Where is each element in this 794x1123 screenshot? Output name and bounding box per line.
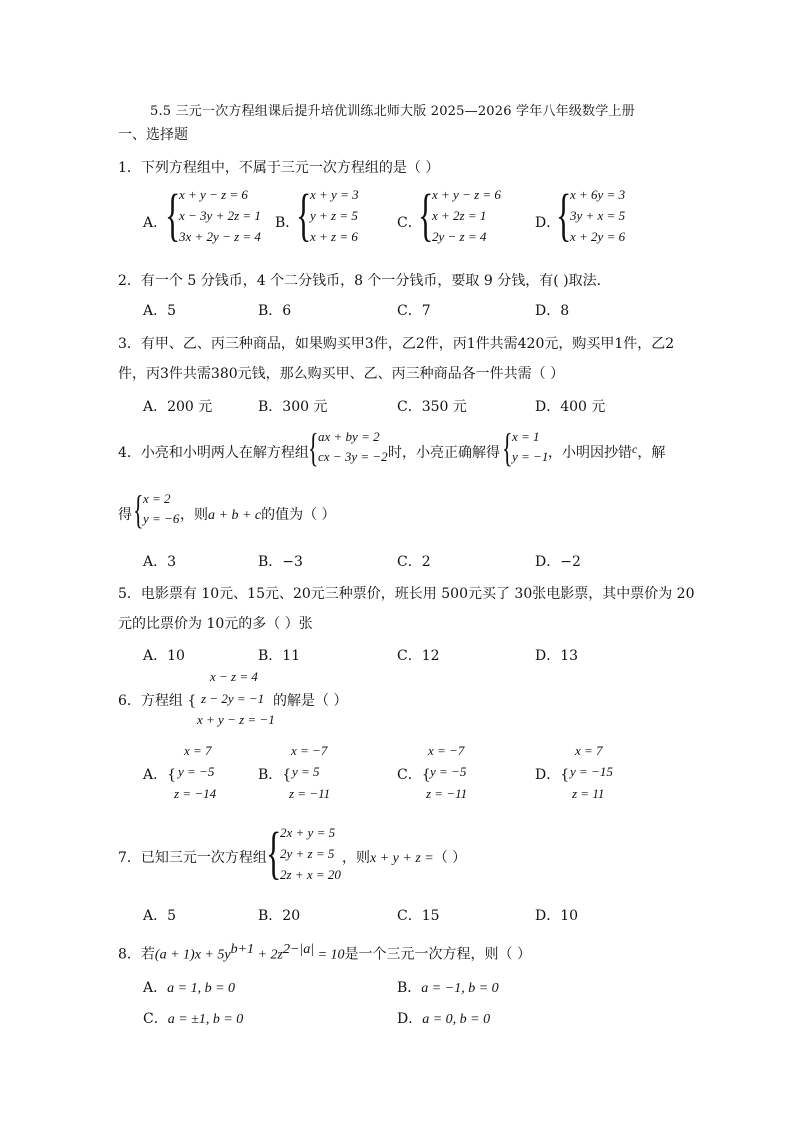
question-2-stem: 2．有一个 5 分钱币，4 个二分钱币，8 个一分钱币，要取 9 分钱，有( )取法． bbox=[118, 273, 611, 289]
q1-option-a-label[interactable]: A． bbox=[143, 215, 168, 231]
equation: 3y + x = 5 bbox=[570, 208, 626, 223]
question-6-stem: 6．方程组 { bbox=[118, 693, 197, 709]
q6-b-y: y = 5 bbox=[292, 764, 320, 779]
q3-option-d[interactable]: D．400 元 bbox=[535, 399, 606, 415]
q1-option-c-system bbox=[418, 182, 501, 247]
q6-option-d-label[interactable]: D．{ bbox=[535, 767, 570, 783]
q6-a-x: x = 7 bbox=[184, 743, 212, 758]
q6-b-z: z = −11 bbox=[289, 786, 331, 801]
question-3-line1: 3．有甲、乙、丙三种商品，如果购买甲3件，乙2件，丙1件共需420元，购买甲1件，乙2 bbox=[118, 336, 675, 352]
equation: x + y = 3 bbox=[310, 187, 359, 202]
q6-option-c-label[interactable]: C．{ bbox=[397, 767, 431, 783]
q3-option-a[interactable]: A．200 元 bbox=[143, 399, 213, 415]
q2-option-a[interactable]: A．5 bbox=[143, 303, 177, 319]
q8-option-b[interactable]: B．a = −1, b = 0 bbox=[397, 980, 499, 996]
brace-icon: { bbox=[502, 425, 513, 470]
q6-c-z: z = −11 bbox=[426, 786, 468, 801]
brace-icon: { bbox=[308, 425, 319, 470]
equation: 2y + z = 5 bbox=[280, 846, 335, 861]
q7-option-d[interactable]: D．10 bbox=[535, 908, 579, 924]
equation: y = −1 bbox=[512, 449, 549, 464]
brace-icon: { bbox=[165, 182, 181, 247]
question-1-stem: 1．下列方程组中，不属于三元一次方程组的是（ ） bbox=[118, 160, 440, 176]
q5-option-d[interactable]: D．13 bbox=[535, 648, 579, 664]
q4-option-d[interactable]: D．−2 bbox=[535, 554, 581, 570]
q5-option-b[interactable]: B．11 bbox=[258, 648, 301, 664]
q1-option-d-system bbox=[556, 182, 626, 247]
equation: y = −6 bbox=[143, 511, 180, 526]
q8-option-c[interactable]: C．a = ±1, b = 0 bbox=[143, 1011, 244, 1027]
q6-d-z: z = 11 bbox=[572, 786, 605, 801]
page-title: 5.5 三元一次方程组课后提升培优训练北师大版 2025—2026 学年八年级数学上册 bbox=[150, 104, 635, 119]
q4-option-c[interactable]: C．2 bbox=[397, 554, 431, 570]
q6-option-a-label[interactable]: A．{ bbox=[143, 767, 177, 783]
q6-eq-bottom: x + y − z = −1 bbox=[197, 712, 275, 727]
question-4-pre: 4．小亮和小明两人在解方程组 bbox=[118, 445, 309, 461]
q1-option-c-label[interactable]: C． bbox=[397, 215, 422, 231]
equation: ax + by = 2 bbox=[318, 429, 380, 444]
question-4-tail: ，则a + b + c的值为（ ） bbox=[180, 507, 336, 523]
brace-icon: { bbox=[133, 487, 144, 532]
q3-option-c[interactable]: C．350 元 bbox=[397, 399, 467, 415]
equation: 2z + x = 20 bbox=[280, 867, 341, 882]
equation: 2x + y = 5 bbox=[280, 825, 336, 840]
q4-option-a[interactable]: A．3 bbox=[143, 554, 177, 570]
q7-option-b[interactable]: B．20 bbox=[258, 908, 301, 924]
q1-option-a-system bbox=[165, 182, 261, 247]
question-4-pre2: 得 bbox=[118, 507, 132, 523]
q4-system-1 bbox=[308, 425, 388, 470]
q2-option-d[interactable]: D．8 bbox=[535, 303, 570, 319]
q6-eq-top: x − z = 4 bbox=[210, 669, 258, 684]
q8-option-d[interactable]: D．a = 0, b = 0 bbox=[397, 1011, 491, 1027]
q6-c-y: y = −5 bbox=[430, 764, 467, 779]
question-4-mid: 时，小亮正确解得 bbox=[388, 445, 500, 461]
equation: x + z = 6 bbox=[310, 229, 358, 244]
q1-option-b-system bbox=[296, 182, 359, 247]
section-heading: 一、选择题 bbox=[118, 127, 188, 143]
equation: x = 2 bbox=[143, 491, 171, 506]
brace-icon: { bbox=[556, 182, 572, 247]
question-7-pre: 7．已知三元一次方程组 bbox=[118, 850, 267, 866]
q6-option-b-label[interactable]: B．{ bbox=[258, 767, 292, 783]
equation: x + 2z = 1 bbox=[432, 208, 487, 223]
q4-system-3 bbox=[133, 487, 180, 532]
q6-d-x: x = 7 bbox=[575, 743, 603, 758]
q6-d-y: y = −15 bbox=[570, 764, 613, 779]
q6-c-x: x = −7 bbox=[428, 743, 465, 758]
question-6-stem2: 的解是（ ） bbox=[273, 693, 348, 709]
equation: x + y − z = 6 bbox=[179, 187, 248, 202]
question-5-line2: 元的比票价为 10元的多（ ）张 bbox=[118, 616, 313, 632]
q1-option-d-label[interactable]: D． bbox=[535, 215, 561, 231]
equation: x + 2y = 6 bbox=[570, 229, 626, 244]
q5-option-c[interactable]: C．12 bbox=[397, 648, 440, 664]
equation: y + z = 5 bbox=[310, 208, 358, 223]
q5-option-a[interactable]: A．10 bbox=[143, 648, 185, 664]
q1-option-b-label[interactable]: B． bbox=[275, 215, 300, 231]
equation: x + 6y = 3 bbox=[570, 187, 626, 202]
question-5-line1: 5．电影票有 10元、15元、20元三种票价，班长用 500元买了 30张电影票，其中票价为 20 bbox=[118, 586, 695, 602]
question-7-post: ，则x + y + z =（ ） bbox=[342, 850, 467, 866]
q6-a-y: y = −5 bbox=[178, 764, 215, 779]
q7-option-a[interactable]: A．5 bbox=[143, 908, 177, 924]
q6-eq-mid: z − 2y = −1 bbox=[201, 691, 265, 706]
q4-option-b[interactable]: B．−3 bbox=[258, 554, 303, 570]
question-4-post: ，小明因抄错c，解 bbox=[548, 442, 666, 461]
q3-option-b[interactable]: B．300 元 bbox=[258, 399, 328, 415]
question-8-stem: 8．若$(a + 1)x + 5y^{b+1} + 2z^{2-|a|} = 10$是一个三元一次方程，则（ ） bbox=[118, 942, 531, 963]
equation: x + y − z = 6 bbox=[432, 187, 501, 202]
q6-a-z: z = −14 bbox=[174, 786, 217, 801]
brace-icon: { bbox=[296, 182, 312, 247]
equation: x = 1 bbox=[512, 429, 540, 444]
q7-system bbox=[266, 820, 341, 885]
brace-icon: { bbox=[266, 820, 282, 885]
q6-b-x: x = −7 bbox=[291, 743, 328, 758]
q4-system-2 bbox=[502, 425, 549, 470]
equation: 3x + 2y − z = 4 bbox=[179, 229, 261, 244]
brace-icon: { bbox=[418, 182, 434, 247]
q2-option-c[interactable]: C．7 bbox=[397, 303, 431, 319]
equation: 2y − z = 4 bbox=[432, 229, 487, 244]
equation: x − 3y + 2z = 1 bbox=[179, 208, 261, 223]
q7-option-c[interactable]: C．15 bbox=[397, 908, 440, 924]
equation: cx − 3y = −2 bbox=[318, 449, 388, 464]
q2-option-b[interactable]: B．6 bbox=[258, 303, 292, 319]
question-3-line2: 件，丙3件共需380元钱，那么购买甲、乙、丙三种商品各一件共需（ ） bbox=[118, 366, 565, 382]
q8-option-a[interactable]: A．a = 1, b = 0 bbox=[143, 980, 236, 996]
